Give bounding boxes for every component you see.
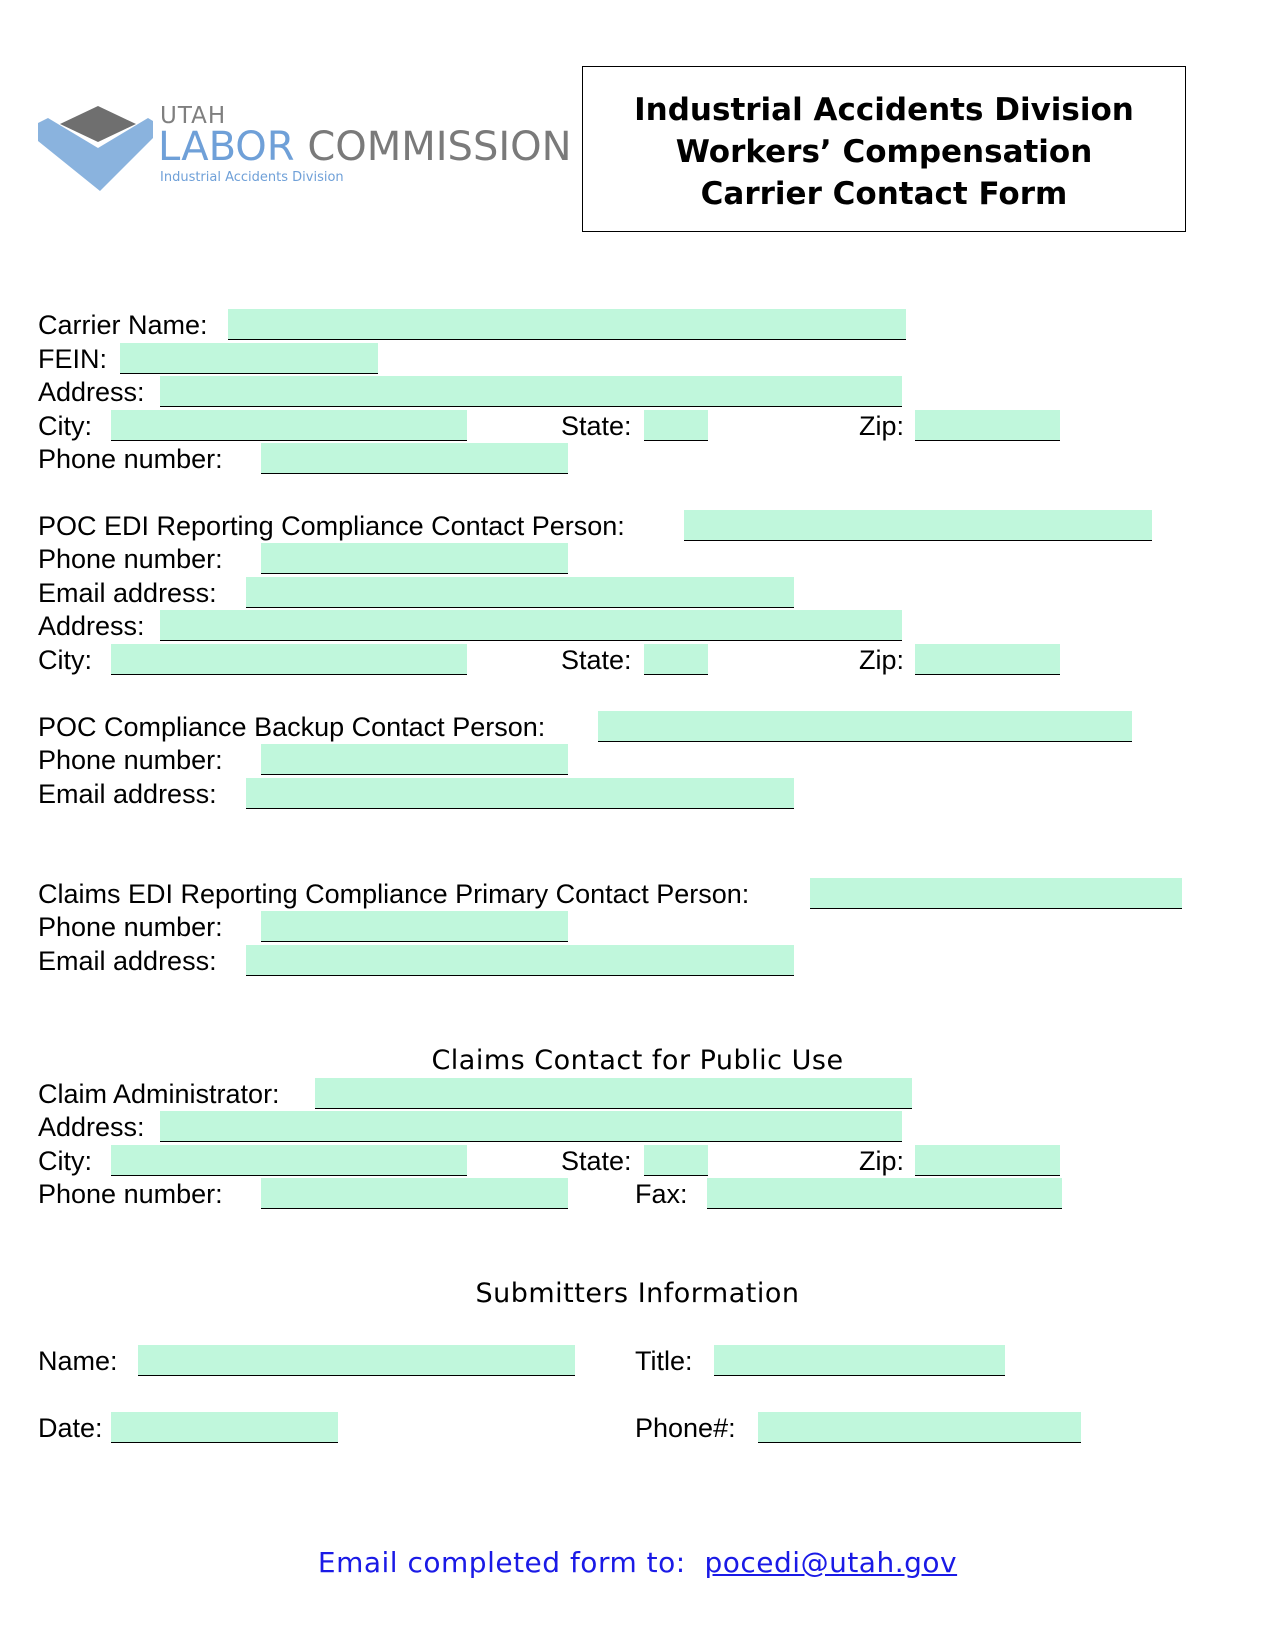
claims-edi-email-label: Email address: [38,946,217,976]
poc-edi-zip-label: Zip: [859,645,905,675]
poc-edi-email-label: Email address: [38,578,217,608]
public-city-label: City: [38,1146,92,1176]
poc-edi-state-field[interactable] [644,644,708,675]
poc-backup-person-field[interactable] [598,711,1132,742]
carrier-name-label: Carrier Name: [38,310,208,340]
claim-admin-field[interactable] [315,1078,912,1109]
public-contact-heading: Claims Contact for Public Use [431,1045,844,1076]
poc-backup-phone-label: Phone number: [38,745,223,775]
carrier-state-label: State: [561,411,632,441]
public-phone-label: Phone number: [38,1179,223,1209]
carrier-phone-label: Phone number: [38,444,223,474]
logo-state-text: UTAH [160,103,227,129]
claims-edi-phone-label: Phone number: [38,912,223,942]
carrier-city-field[interactable] [111,410,467,441]
public-zip-field[interactable] [915,1145,1060,1176]
email-link[interactable]: pocedi@utah.gov [704,1546,958,1579]
poc-edi-person-field[interactable] [684,510,1152,541]
form-title-box [582,66,1186,232]
submitters-heading: Submitters Information [475,1278,800,1309]
public-address-label: Address: [38,1112,145,1142]
carrier-name-field[interactable] [228,309,906,340]
logo-word-labor: LABOR [158,124,295,170]
logo-division-text: Industrial Accidents Division [160,170,344,185]
poc-backup-person-label: POC Compliance Backup Contact Person: [38,712,546,742]
poc-backup-email-label: Email address: [38,779,217,809]
submitter-name-label: Name: [38,1346,118,1376]
public-address-field[interactable] [160,1111,902,1142]
submitter-title-label: Title: [635,1346,693,1376]
labor-commission-logo [38,103,572,193]
claims-edi-phone-field[interactable] [261,911,568,942]
carrier-address-field[interactable] [160,376,902,407]
poc-edi-zip-field[interactable] [915,644,1060,675]
poc-edi-city-label: City: [38,645,92,675]
claims-edi-person-label: Claims EDI Reporting Compliance Primary Contact Person: [38,879,750,909]
submitter-date-label: Date: [38,1413,103,1443]
carrier-city-label: City: [38,411,92,441]
poc-edi-phone-field[interactable] [261,543,568,574]
poc-edi-address-label: Address: [38,611,145,641]
submitter-phone-label: Phone#: [635,1413,736,1443]
claims-edi-person-field[interactable] [810,878,1182,909]
public-zip-label: Zip: [859,1146,905,1176]
public-state-label: State: [561,1146,632,1176]
poc-backup-email-field[interactable] [246,778,794,809]
email-instruction [0,1546,1275,1580]
logo-chevron-icon [38,103,153,193]
carrier-zip-field[interactable] [915,410,1060,441]
claims-edi-email-field[interactable] [246,945,794,976]
carrier-address-label: Address: [38,377,145,407]
title-line-3: Carrier Contact Form [700,176,1068,212]
claim-admin-label: Claim Administrator: [38,1079,280,1109]
submitter-title-field[interactable] [714,1345,1005,1376]
carrier-zip-label: Zip: [859,411,905,441]
submitter-phone-field[interactable] [758,1412,1081,1443]
public-fax-field[interactable] [707,1178,1062,1209]
fein-label: FEIN: [38,344,108,374]
public-city-field[interactable] [111,1145,467,1176]
title-line-1: Industrial Accidents Division [634,92,1134,128]
email-instruction-text: Email completed form to: [317,1546,686,1579]
carrier-phone-field[interactable] [261,443,568,474]
title-line-2: Workers’ Compensation [675,134,1093,170]
public-state-field[interactable] [644,1145,708,1176]
poc-edi-email-field[interactable] [246,577,794,608]
poc-edi-city-field[interactable] [111,644,467,675]
poc-edi-address-field[interactable] [160,610,902,641]
carrier-state-field[interactable] [644,410,708,441]
poc-backup-phone-field[interactable] [261,744,568,775]
public-phone-field[interactable] [261,1178,568,1209]
poc-edi-person-label: POC EDI Reporting Compliance Contact Person: [38,511,625,541]
public-fax-label: Fax: [635,1179,688,1209]
submitter-name-field[interactable] [138,1345,575,1376]
logo-word-commission: COMMISSION [307,124,572,170]
fein-field[interactable] [120,343,378,374]
logo-name [158,125,572,169]
poc-edi-phone-label: Phone number: [38,544,223,574]
poc-edi-state-label: State: [561,645,632,675]
submitter-date-field[interactable] [111,1412,338,1443]
